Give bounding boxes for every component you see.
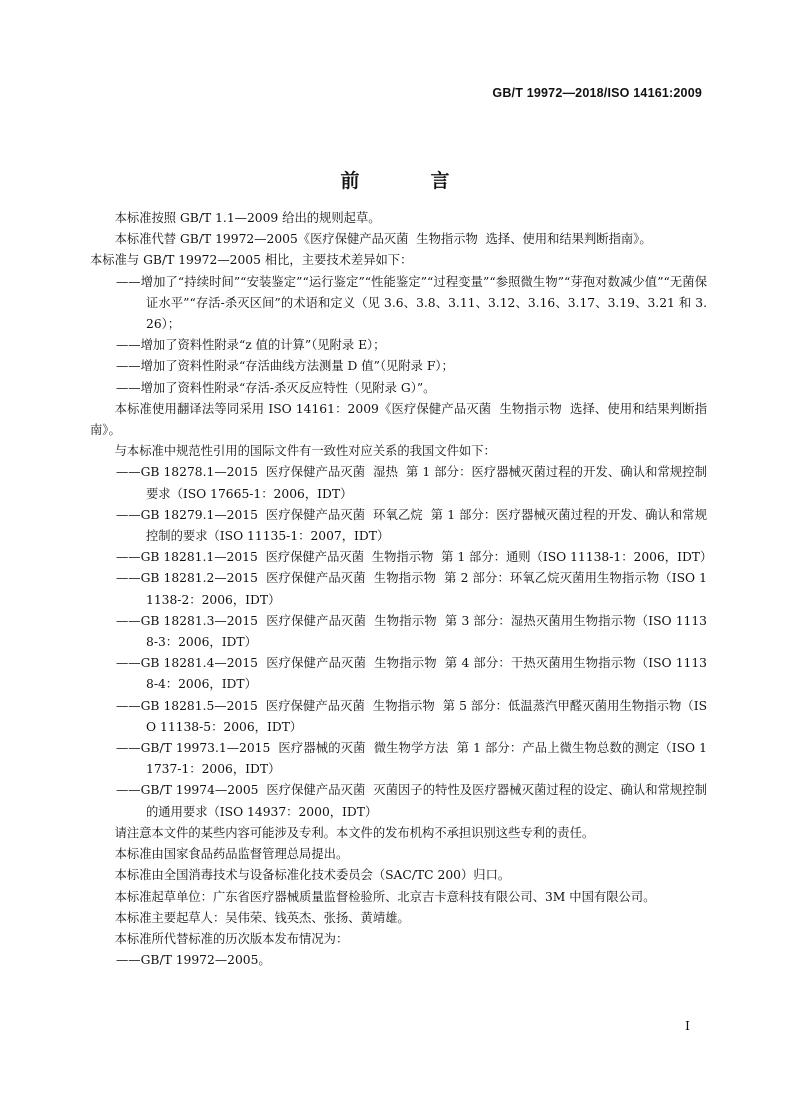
page-title: 前 言 — [340, 169, 452, 192]
list-item: ——GB 18281.2—2015 医疗保健产品灭菌 生物指示物 第 2 部分：环氧乙烷灭菌用生物指示物（ISO 11138-2：2006，IDT） — [116, 571, 707, 607]
paragraph: 本标准与 GB/T 19972—2005 相比，主要技术差异如下： — [90, 253, 413, 268]
list-item: ——增加了“持续时间”“安装鉴定”“运行鉴定”“性能鉴定”“过程变量”“参照微生物”“芽孢对数减少值”“无菌保证水平”“存活-杀灭区间”的术语和定义（见 3.6、3.8、3.11、3.12、3.16、3.17、3.19、3.21 和 3.26）； — [116, 274, 707, 332]
list-item: ——GB/T 19972—2005。 — [116, 953, 271, 968]
list-item: ——GB/T 19973.1—2015 医疗器械的灭菌 微生物学方法 第 1 部分：产品上微生物总数的测定（ISO 11737-1：2006，IDT） — [116, 741, 707, 777]
paragraph: 请注意本文件的某些内容可能涉及专利。本文件的发布机构不承担识别这些专利的责任。 — [114, 825, 595, 840]
list-item: ——GB 18281.3—2015 医疗保健产品灭菌 生物指示物 第 3 部分：湿热灭菌用生物指示物（ISO 11138-3：2006，IDT） — [116, 613, 707, 650]
list-item: ——GB 18279.1—2015 医疗保健产品灭菌 环氧乙烷 第 1 部分：医疗器械灭菌过程的开发、确认和常规控制的要求（ISO 11135-1：2007，IDT） — [116, 507, 707, 544]
paragraph: 本标准代替 GB/T 19972—2005《医疗保健产品灭菌 生物指示物 选择、使用和结果判断指南》。 — [114, 232, 652, 247]
paragraph: 本标准按照 GB/T 1.1—2009 给出的规则起草。 — [114, 211, 381, 225]
paragraph: 本标准所代替标准的历次版本发布情况为： — [114, 931, 349, 946]
list-item: ——GB 18281.5—2015 医疗保健产品灭菌 生物指示物 第 5 部分：低温蒸汽甲醛灭菌用生物指示物（ISO 11138-5：2006，IDT） — [116, 698, 707, 734]
list-item: ——增加了资料性附录“z 值的计算”（见附录 E）； — [116, 338, 386, 353]
paragraph: 本标准由国家食品药品监督管理总局提出。 — [114, 847, 349, 862]
list-item: ——GB 18281.1—2015 医疗保健产品灭菌 生物指示物 第 1 部分：通则（ISO 11138-1：2006，IDT） — [116, 550, 713, 565]
paragraph: 本标准起草单位：广东省医疗器械质量监督检验所、北京吉卡意科技有限公司、3M 中国有限公司。 — [114, 889, 656, 904]
list-item: ——GB/T 19974—2005 医疗保健产品灭菌 灭菌因子的特性及医疗器械灭菌过程的设定、确认和常规控制的通用要求（ISO 14937：2000，IDT） — [116, 783, 707, 819]
list-item: ——GB 18278.1—2015 医疗保健产品灭菌 湿热 第 1 部分：医疗器械灭菌过程的开发、确认和常规控制要求（ISO 17665-1：2006，IDT） — [116, 465, 707, 501]
list-item: ——增加了资料性附录“存活-杀灭反应特性（见附录 G）”。 — [116, 380, 436, 395]
page-number: I — [685, 1018, 690, 1033]
list-item: ——GB 18281.4—2015 医疗保健产品灭菌 生物指示物 第 4 部分：干热灭菌用生物指示物（ISO 11138-4：2006，IDT） — [116, 656, 707, 692]
paragraph: 本标准由全国消毒技术与设备标准化技术委员会（SAC/TC 200）归口。 — [114, 868, 511, 883]
list-item: ——增加了资料性附录“存活曲线方法测量 D 值”（见附录 F）； — [116, 359, 454, 374]
standard-code: GB/T 19972—2018/ISO 14161:2009 — [492, 86, 702, 100]
paragraph: 本标准主要起草人：吴伟荣、钱英杰、张扬、黄靖雄。 — [114, 910, 410, 925]
paragraph: 本标准使用翻译法等同采用 ISO 14161：2009《医疗保健产品灭菌 生物指示物 选择、使用和结果判断指南》。 — [90, 401, 707, 438]
paragraph: 与本标准中规范性引用的国际文件有一致性对应关系的我国文件如下： — [114, 444, 496, 459]
body-text — [90, 208, 713, 971]
